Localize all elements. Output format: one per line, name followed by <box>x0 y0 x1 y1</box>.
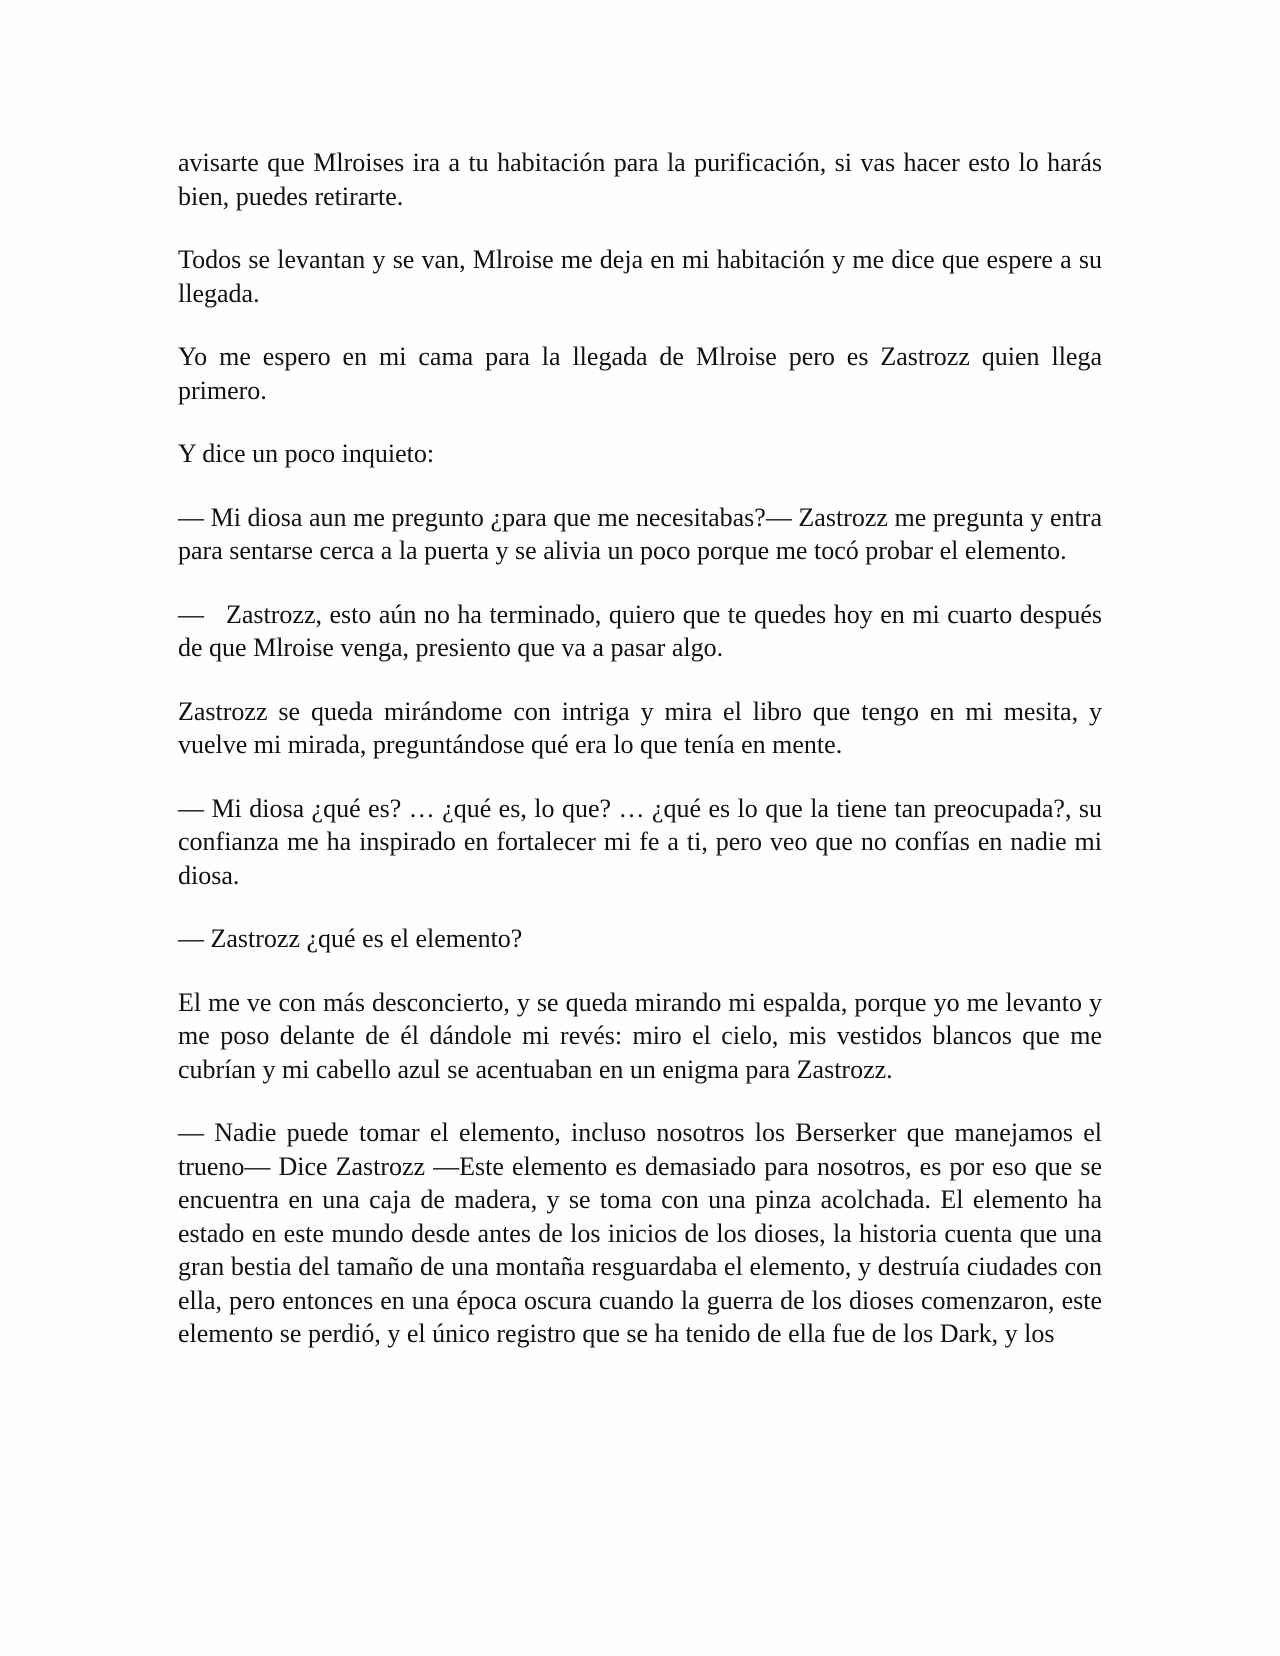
paragraph: — Nadie puede tomar el elemento, incluso nosotros los Berserker que manejamos el trueno— Dice Zastrozz —Este elemento es demasiado para nosotros, es por eso que se encuentra en una caja de madera, y se toma con una pinza acolchada. El elemento ha estado en este mundo desde antes de los inicios de los dioses, la historia cuenta que una gran bestia del tamaño de una montaña resguardaba el elemento, y destruía ciudades con ella, pero entonces en una época oscura cuando la guerra de los dioses comenzaron, este elemento se perdió, y el único registro que se ha tenido de ella fue de los Dark, y los <box>178 1118 1102 1348</box>
paragraph: — Mi diosa aun me pregunto ¿para que me necesitabas?— Zastrozz me pregunta y entra para sentarse cerca a la puerta y se alivia un poco porque me tocó probar el elemento. <box>178 502 1102 565</box>
paragraph: — Mi diosa ¿qué es? … ¿qué es, lo que? … ¿qué es lo que la tiene tan preocupada?, su confianza me ha inspirado en fortalecer mi fe a ti, pero veo que no confías en nadie mi diosa. <box>178 793 1102 890</box>
paragraph: Zastrozz se queda mirándome con intriga y mira el libro que tengo en mi mesita, y vuelve mi mirada, preguntándose qué era lo que tenía en mente. <box>178 696 1102 759</box>
paragraph <box>178 598 1102 665</box>
paragraph: Yo me espero en mi cama para la llegada de Mlroise pero es Zastrozz quien llega primero. <box>178 342 1102 405</box>
paragraph: Y dice un poco inquieto: <box>178 439 435 468</box>
paragraph: Todos se levantan y se van, Mlroise me deja en mi habitación y me dice que espere a su llegada. <box>178 245 1102 308</box>
document-body <box>178 146 1102 1381</box>
paragraph: avisarte que Mlroises ira a tu habitación para la purificación, si vas hacer esto lo harás bien, puedes retirarte. <box>178 148 1102 211</box>
paragraph-text: Zastrozz, esto aún no ha terminado, quiero que te quedes hoy en mi cuarto después de que Mlroise venga, presiento que va a pasar algo. <box>178 599 1102 662</box>
paragraph: — Zastrozz ¿qué es el elemento? <box>178 924 523 953</box>
paragraph: El me ve con más desconcierto, y se queda mirando mi espalda, porque yo me levanto y me poso delante de él dándole mi revés: miro el cielo, mis vestidos blancos que me cubrían y mi cabello azul se acentuaban en un enigma para Zastrozz. <box>178 987 1102 1084</box>
dialogue-dash: — <box>178 599 204 629</box>
